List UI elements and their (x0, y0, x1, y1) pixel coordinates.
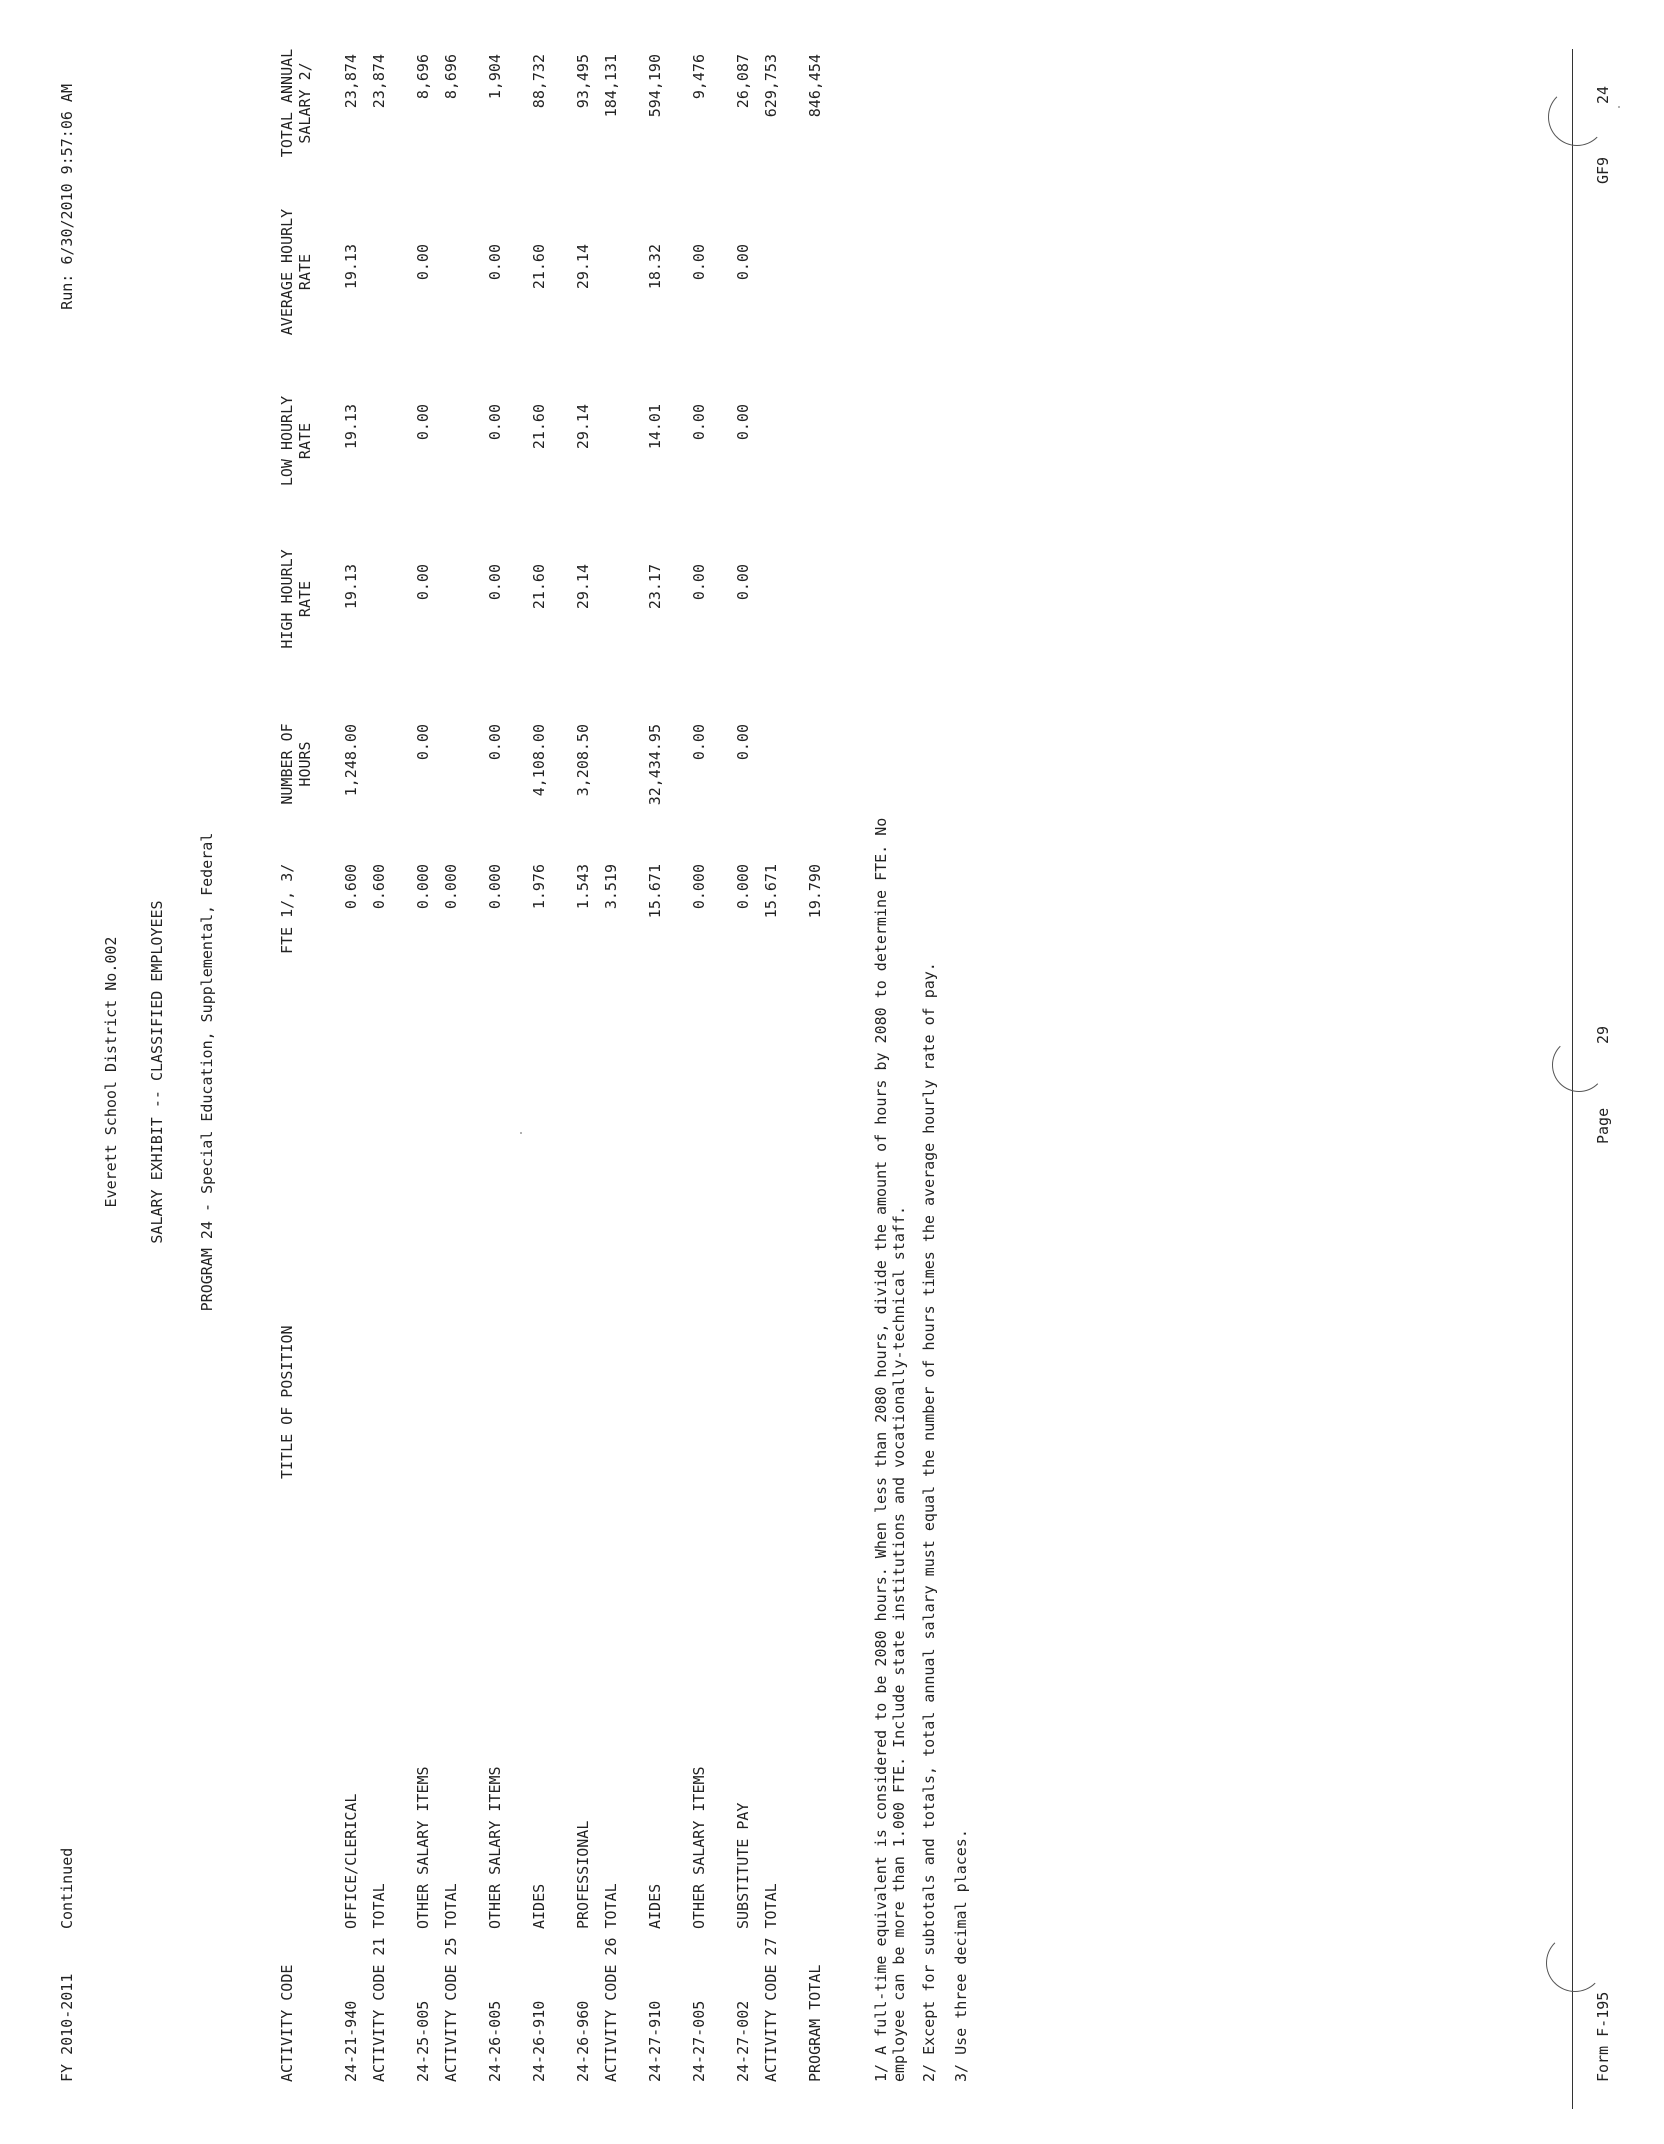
footnote-3: 3/ Use three decimal places. (952, 1829, 970, 2082)
program-title: PROGRAM 24 - Special Education, Supplemental, Federal (198, 832, 216, 1312)
page-number: 29 (1594, 1025, 1612, 1044)
form-number: Form F-195 (1594, 1991, 1612, 2082)
col-low-rate-line2: RATE (296, 422, 314, 460)
footnote-1-line1: 1/ A full-time equivalent is considered to be 2080 hours. When less than 2080 hours, divide the amount of hours by 2080 to determine FTE. No (872, 817, 890, 2082)
row-total-salary: 8,696 (414, 54, 432, 100)
subtotal-total-salary: 23,874 (370, 54, 388, 109)
row-position-title: OTHER SALARY ITEMS (690, 1766, 708, 1929)
row-avg-rate: 0.00 (690, 244, 708, 281)
gf-number: 24 (1594, 85, 1612, 104)
col-avg-rate-line2: RATE (296, 253, 314, 291)
subtotal-label: ACTIVITY CODE 26 TOTAL (602, 1883, 620, 2082)
row-hours: 1,248.00 (342, 724, 360, 797)
footnote-2: 2/ Except for subtotals and totals, total annual salary must equal the number of hours times the average hourly rate of pay. (920, 962, 938, 2082)
row-fte: 0.000 (414, 864, 432, 910)
row-low-rate: 19.13 (342, 404, 360, 450)
subtotal-fte: 15.671 (762, 864, 780, 919)
row-fte: 0.000 (486, 864, 504, 910)
col-avg-rate-line1: AVERAGE HOURLY (278, 208, 296, 336)
row-high-rate: 0.00 (734, 564, 752, 601)
row-fte: 0.000 (690, 864, 708, 910)
row-position-title: AIDES (646, 1883, 664, 1929)
row-avg-rate: 0.00 (414, 244, 432, 281)
row-total-salary: 594,190 (646, 54, 664, 118)
row-fte: 0.600 (342, 864, 360, 910)
scan-speck (1618, 106, 1620, 108)
row-high-rate: 19.13 (342, 564, 360, 610)
row-fte: 1.976 (530, 864, 548, 910)
row-low-rate: 0.00 (414, 404, 432, 441)
row-activity-code: 24-21-940 (342, 2000, 360, 2082)
col-fte: FTE 1/, 3/ (278, 863, 296, 954)
row-low-rate: 0.00 (486, 404, 504, 441)
subtotal-fte: 3.519 (602, 864, 620, 910)
row-total-salary: 93,495 (574, 54, 592, 109)
row-low-rate: 14.01 (646, 404, 664, 450)
scan-speck (520, 1132, 522, 1134)
subtotal-total-salary: 629,753 (762, 54, 780, 118)
footnote-1-line2: employee can be more than 1.000 FTE. Include state institutions and vocationally-technical staff. (890, 1206, 908, 2082)
fiscal-year: FY 2010-2011 (58, 1973, 76, 2082)
row-high-rate: 0.00 (414, 564, 432, 601)
row-fte: 15.671 (646, 864, 664, 919)
subtotal-fte: 0.600 (370, 864, 388, 910)
row-avg-rate: 19.13 (342, 244, 360, 290)
row-total-salary: 26,087 (734, 54, 752, 109)
row-total-salary: 9,476 (690, 54, 708, 100)
subtotal-total-salary: 184,131 (602, 54, 620, 118)
row-low-rate: 29.14 (574, 404, 592, 450)
subtotal-label: ACTIVITY CODE 25 TOTAL (442, 1883, 460, 2082)
row-hours: 4,108.00 (530, 724, 548, 797)
continued-label: Continued (58, 1847, 76, 1929)
row-hours: 3,208.50 (574, 724, 592, 797)
row-avg-rate: 18.32 (646, 244, 664, 290)
row-hours: 32,434.95 (646, 724, 664, 806)
row-position-title: PROFESSIONAL (574, 1820, 592, 1929)
row-activity-code: 24-26-910 (530, 2000, 548, 2082)
subtotal-fte: 0.000 (442, 864, 460, 910)
row-position-title: SUBSTITUTE PAY (734, 1802, 752, 1929)
row-activity-code: 24-26-005 (486, 2000, 504, 2082)
row-avg-rate: 29.14 (574, 244, 592, 290)
row-high-rate: 23.17 (646, 564, 664, 610)
row-position-title: OFFICE/CLERICAL (342, 1793, 360, 1929)
page-initial-mark (1552, 1038, 1606, 1092)
row-fte: 1.543 (574, 864, 592, 910)
row-low-rate: 0.00 (690, 404, 708, 441)
program-total-fte: 19.790 (806, 864, 824, 919)
row-position-title: OTHER SALARY ITEMS (486, 1766, 504, 1929)
row-activity-code: 24-27-005 (690, 2000, 708, 2082)
row-total-salary: 88,732 (530, 54, 548, 109)
row-hours: 0.00 (486, 724, 504, 761)
row-activity-code: 24-25-005 (414, 2000, 432, 2082)
col-activity-code: ACTIVITY CODE (278, 1964, 296, 2082)
row-position-title: AIDES (530, 1883, 548, 1929)
row-activity-code: 24-27-910 (646, 2000, 664, 2082)
col-high-rate-line1: HIGH HOURLY (278, 549, 296, 649)
row-hours: 0.00 (414, 724, 432, 761)
row-high-rate: 0.00 (486, 564, 504, 601)
row-avg-rate: 21.60 (530, 244, 548, 290)
row-low-rate: 0.00 (734, 404, 752, 441)
gf-label: GF9 (1594, 156, 1612, 184)
initial-mark (1546, 1934, 1604, 1992)
col-hours-line1: NUMBER OF (278, 723, 296, 805)
program-total-label: PROGRAM TOTAL (806, 1964, 824, 2082)
page-label: Page (1594, 1107, 1612, 1144)
row-avg-rate: 0.00 (486, 244, 504, 281)
row-low-rate: 21.60 (530, 404, 548, 450)
row-high-rate: 21.60 (530, 564, 548, 610)
row-total-salary: 1,904 (486, 54, 504, 100)
program-total-salary: 846,454 (806, 54, 824, 118)
row-activity-code: 24-27-002 (734, 2000, 752, 2082)
row-total-salary: 23,874 (342, 54, 360, 109)
col-title-of-position: TITLE OF POSITION (278, 1325, 296, 1479)
row-high-rate: 0.00 (690, 564, 708, 601)
subtotal-total-salary: 8,696 (442, 54, 460, 100)
row-position-title: OTHER SALARY ITEMS (414, 1766, 432, 1929)
col-total-salary-line1: TOTAL ANNUAL (278, 48, 296, 158)
row-fte: 0.000 (734, 864, 752, 910)
row-activity-code: 24-26-960 (574, 2000, 592, 2082)
row-hours: 0.00 (734, 724, 752, 761)
col-hours-line2: HOURS (296, 741, 314, 787)
row-high-rate: 29.14 (574, 564, 592, 610)
run-timestamp: Run: 6/30/2010 9:57:06 AM (58, 84, 76, 310)
exhibit-title: SALARY EXHIBIT -- CLASSIFIED EMPLOYEES (148, 900, 166, 1244)
subtotal-label: ACTIVITY CODE 21 TOTAL (370, 1883, 388, 2082)
row-hours: 0.00 (690, 724, 708, 761)
row-avg-rate: 0.00 (734, 244, 752, 281)
subtotal-label: ACTIVITY CODE 27 TOTAL (762, 1883, 780, 2082)
col-total-salary-line2: SALARY 2/ (296, 62, 314, 144)
col-low-rate-line1: LOW HOURLY (278, 395, 296, 487)
district-name: Everett School District No.002 (102, 936, 120, 1208)
col-high-rate-line2: RATE (296, 580, 314, 618)
